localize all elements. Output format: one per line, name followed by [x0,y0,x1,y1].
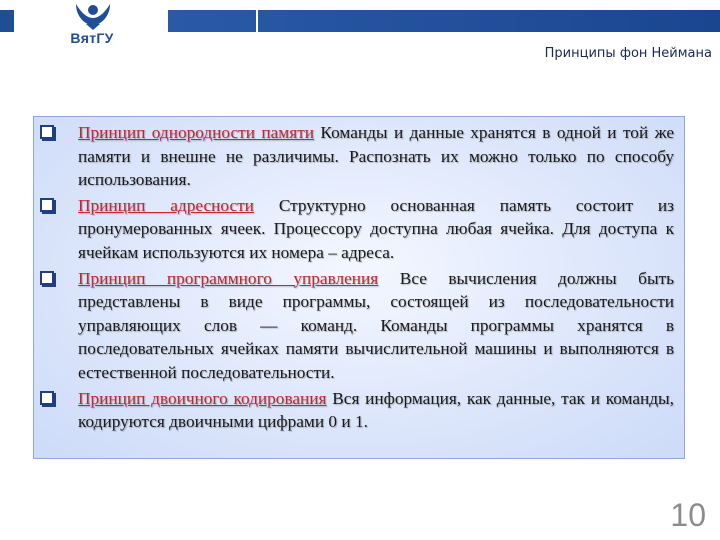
header-accent-left [0,10,14,32]
principle-term: Принцип однородности памяти [78,123,314,142]
list-item [40,267,674,385]
principles-list [40,121,674,436]
principle-term: Принцип программного управления [78,268,379,288]
principle-text: Вся информация, как данные, так и команды, кодируются двоичными цифрами 0 и 1. [78,388,674,432]
principle-text: Все вычисления должны быть представлены в виде программы, состоящей из последовательности управляющих слов — команд. Команды программы хранятся в последовательных ячейках памяти вычислительной машины и выполняются в естественной последовательности. [78,268,675,382]
header-bar [168,10,720,32]
page-number: 10 [670,497,706,533]
list-item [40,387,674,434]
university-logo [22,2,162,48]
logo-text: ВятГУ [70,30,114,46]
list-item [40,194,674,265]
checkbox-square-icon [40,391,54,405]
principle-text: Команды и данные хранятся в одной и той же памяти и внешне не различимы. Распознать их можно только по способу использования. [78,123,674,190]
principle-term: Принцип адресности [78,195,254,215]
principle-text: Структурно основанная память состоит из пронумерованных ячеек. Процессору доступна любая ячейка. Для доступа к ячейкам используются их номера – адреса. [78,195,674,262]
checkbox-square-icon [40,198,54,212]
principle-term: Принцип двоичного кодирования [78,388,327,408]
university-emblem-icon [68,2,118,32]
header-divider [256,10,258,32]
list-item [40,121,674,192]
checkbox-square-icon [40,271,54,285]
checkbox-square-icon [40,125,54,139]
slide-title: Принципы фон Неймана [544,46,712,61]
